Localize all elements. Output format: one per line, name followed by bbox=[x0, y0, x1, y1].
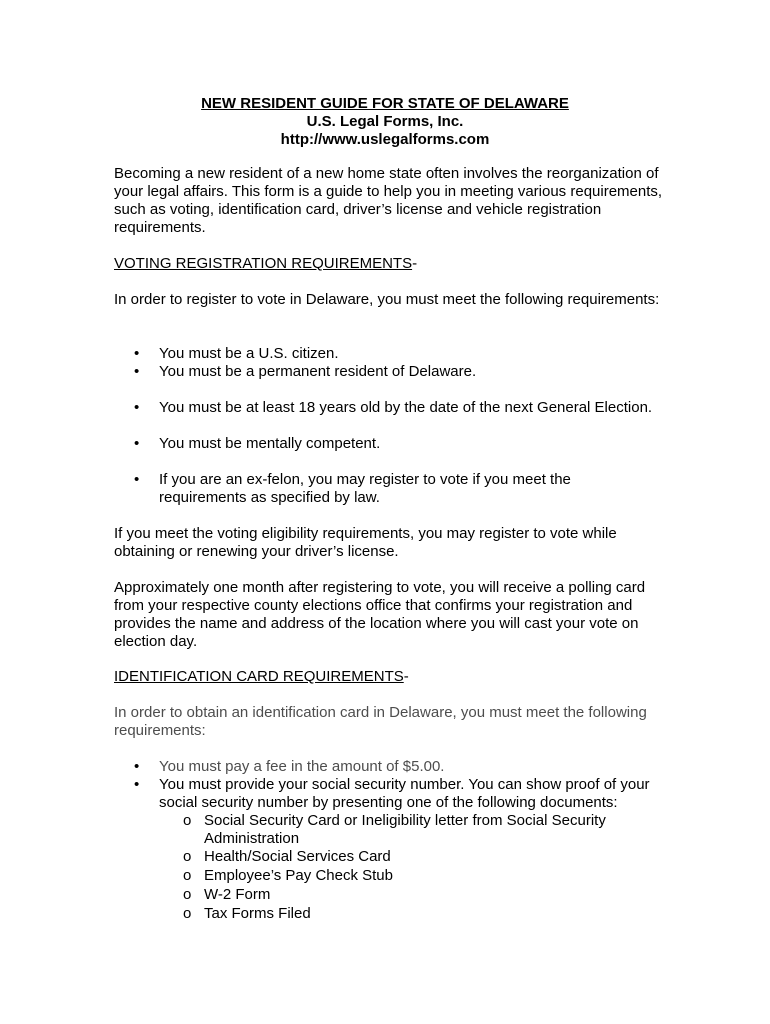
bullet-glyph: • bbox=[134, 758, 140, 775]
idcard-heading-suffix: - bbox=[403, 668, 409, 685]
sub-bullet-glyph: o bbox=[183, 886, 192, 903]
voting-heading-text: VOTING REGISTRATION REQUIREMENTS bbox=[114, 255, 413, 272]
idcard-heading-text: IDENTIFICATION CARD REQUIREMENTS bbox=[114, 668, 404, 685]
bullet-glyph: • bbox=[134, 471, 140, 488]
intro-paragraph: Becoming a new resident of a new home state often involves the reorganization of your legal affairs. This form is a guide to help you in meeting various requirements, such as voting, identification card, driver’s license and vehicle registration requirements. bbox=[114, 165, 663, 236]
bullet-glyph: • bbox=[134, 435, 140, 452]
idcard-sub-item-1: Social Security Card or Ineligibility letter from Social Security Administration bbox=[204, 812, 606, 847]
sub-bullet-glyph: o bbox=[183, 848, 192, 865]
bullet-glyph: • bbox=[134, 399, 140, 416]
voting-paragraph-2: Approximately one month after registering to vote, you will receive a polling card from your respective county elections office that confirms your registration and provides the name and address of the location where you will cast your vote on election day. bbox=[114, 579, 646, 650]
bullet-glyph: • bbox=[134, 345, 140, 362]
voting-bullet-1: You must be a U.S. citizen. bbox=[159, 345, 339, 362]
sub-bullet-glyph: o bbox=[183, 905, 192, 922]
bullet-glyph: • bbox=[134, 363, 140, 380]
idcard-bullet-1: You must pay a fee in the amount of $5.00. bbox=[159, 758, 445, 775]
document-header bbox=[0, 95, 770, 149]
voting-bullet-4: You must be mentally competent. bbox=[159, 435, 381, 452]
voting-paragraph-1: If you meet the voting eligibility requirements, you may register to vote while obtaining or renewing your driver’s license. bbox=[114, 525, 617, 560]
voting-bullet-2: You must be a permanent resident of Delaware. bbox=[159, 363, 477, 380]
company-name: U.S. Legal Forms, Inc. bbox=[306, 113, 464, 130]
idcard-sub-item-4: W-2 Form bbox=[204, 886, 271, 903]
voting-bullet-3: You must be at least 18 years old by the date of the next General Election. bbox=[159, 399, 653, 416]
sub-bullet-glyph: o bbox=[183, 812, 192, 829]
voting-lead: In order to register to vote in Delaware, you must meet the following requirements: bbox=[114, 291, 660, 308]
idcard-heading bbox=[114, 668, 674, 686]
voting-heading-suffix: - bbox=[412, 255, 418, 272]
idcard-lead: In order to obtain an identification card in Delaware, you must meet the following requirements: bbox=[114, 704, 647, 739]
idcard-sub-item-5: Tax Forms Filed bbox=[204, 905, 311, 922]
idcard-sub-item-3: Employee’s Pay Check Stub bbox=[204, 867, 393, 884]
sub-bullet-glyph: o bbox=[183, 867, 192, 884]
bullet-glyph: • bbox=[134, 776, 140, 793]
company-url: http://www.uslegalforms.com bbox=[280, 131, 490, 148]
voting-heading bbox=[114, 255, 674, 273]
voting-bullet-5: If you are an ex-felon, you may register to vote if you meet the requirements as specified by law. bbox=[159, 471, 571, 506]
idcard-sub-item-2: Health/Social Services Card bbox=[204, 848, 391, 865]
idcard-bullet-2: You must provide your social security number. You can show proof of your social security number by presenting one of the following documents: bbox=[159, 776, 650, 811]
document-title: NEW RESIDENT GUIDE FOR STATE OF DELAWARE bbox=[201, 95, 569, 112]
